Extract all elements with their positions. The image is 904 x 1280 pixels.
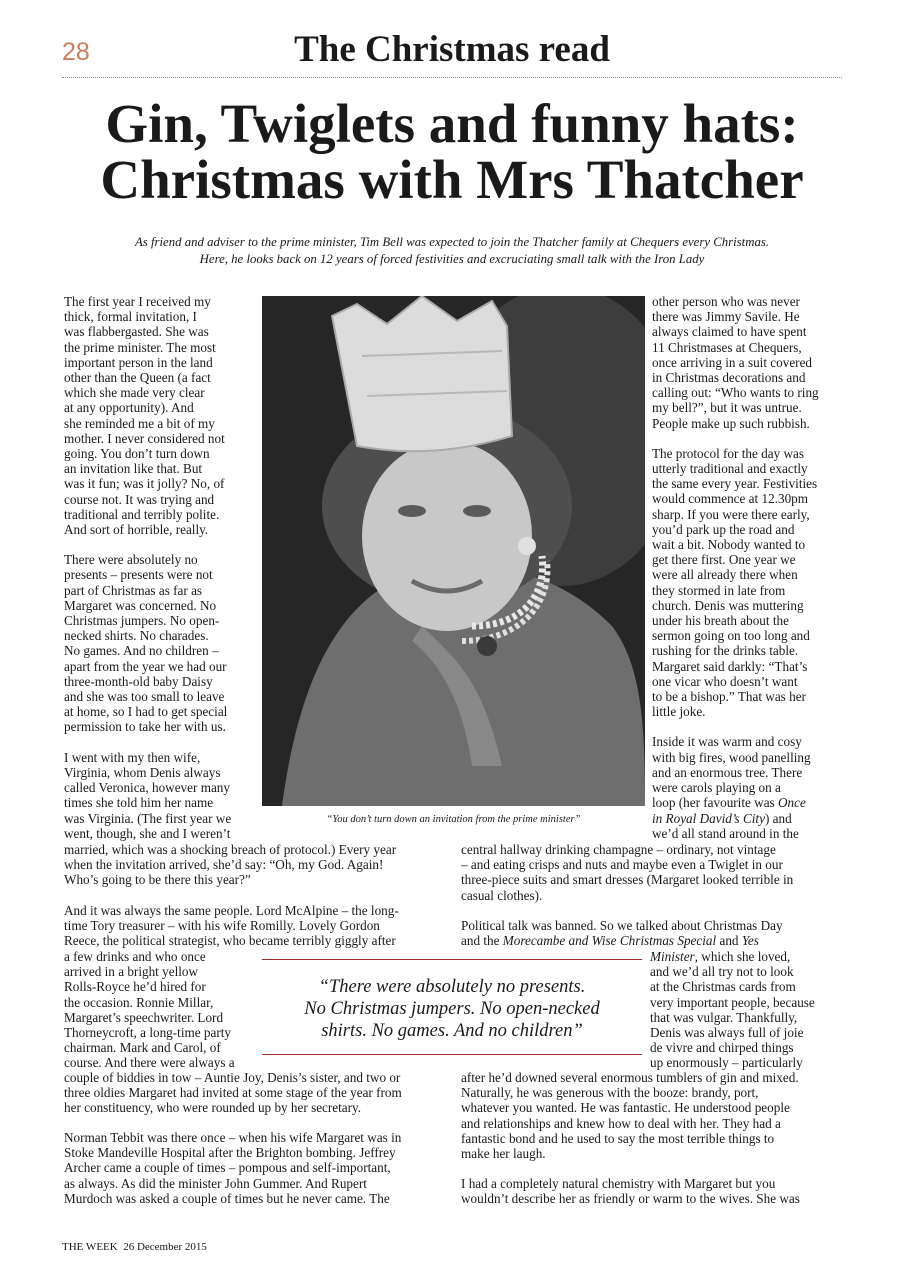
text-line: after he’d downed several enormous tumblers of gin and mixed. [461,1070,799,1085]
text-line: important person in the land [64,354,213,370]
text-line [650,949,850,964]
column-1-wide-a [64,842,449,888]
text-line: Reece, the political strategist, who became terribly giggly after [64,933,396,949]
column-1-top [64,294,259,841]
text-line: would commence at 12.30pm [652,491,809,507]
column-2-wide-b [461,918,851,948]
text-line: Rolls-Royce he’d hired for [64,979,206,995]
text-line: you’d park up the road and [652,521,795,537]
text-line: she reminded me a bit of my [64,415,215,431]
song-title-part: in Royal David’s City [652,810,765,826]
text-line: her constituency, who were rounded up by her secretary. [64,1100,362,1116]
text-line: which she made very clear [64,385,205,401]
text-line: church. Denis was muttering [652,597,804,613]
text-line: Naturally, he was generous with the booze: brandy, port, [461,1085,759,1101]
text-line: at home, so I had to get special [64,704,228,720]
paragraph [64,552,259,734]
text-line: was Virginia. (The first year we [64,810,232,826]
text-line: as always. As did the minister John Gummer. And Rupert [64,1175,367,1191]
text-line: I went with my then wife, [64,749,201,765]
text-line: three oldies Margaret had invited at some stage of the year from [64,1085,402,1101]
text-line: at the Christmas cards from [650,979,796,995]
text-span: and [716,933,742,949]
issue-date: 26 December 2015 [123,1241,207,1253]
footer [62,1241,207,1253]
text-line: traditional and terribly polite. [64,506,220,522]
text-line [652,795,847,810]
text-line: Inside it was warm and cosy [652,734,802,750]
text-line: Political talk was banned. So we talked about Christmas Day [461,918,783,933]
text-line: always claimed to have spent [652,324,807,340]
publication-name: THE WEEK [62,1241,118,1253]
text-line: mother. I never considered not [64,430,225,446]
text-line: we’d all stand around in the [652,825,799,841]
column-1-wide-c [64,1070,449,1116]
tv-show-title: Minister [650,949,695,964]
text-line [461,933,851,948]
text-line: And it was always the same people. Lord McAlpine – the long- [64,903,399,918]
column-2-wide-c [461,1070,851,1161]
text-line: with big fires, wood panelling [652,749,811,765]
column-1-wide-d [64,1130,449,1206]
text-line: married, which was a shocking breach of protocol.) Every year [64,842,397,857]
text-line: other than the Queen (a fact [64,370,211,386]
text-line: Who’s going to be there this year?” [64,872,251,888]
text-line: sermon going on too long and [652,628,810,644]
text-line: and she was too small to leave [64,689,225,705]
column-1-narrow [64,949,259,1071]
text-line: I had a completely natural chemistry with Margaret but you [461,1176,776,1191]
text-line: to be a bishop.” That was her [652,689,806,705]
text-line: Murdoch was asked a couple of times but he never came. The [64,1190,390,1206]
text-line: Margaret said darkly: “That’s [652,658,808,674]
paragraph [652,294,847,431]
text-line: Archer came a couple of times – pompous and self-important, [64,1160,391,1176]
text-line: going. You don’t turn down [64,446,210,462]
text-line: Norman Tebbit was there once – when his wife Margaret was in [64,1130,402,1145]
text-line: casual clothes). [461,887,543,903]
song-title-part: Once [777,795,806,811]
column-3-narrow [650,949,850,1071]
text-line: The first year I received my [64,294,211,309]
text-line: de vivre and chirped things [650,1040,794,1056]
pull-quote-line: shirts. No games. And no children” [321,1021,583,1041]
text-line: at any opportunity). And [64,400,194,416]
section-title: The Christmas read [294,29,610,70]
photo-caption: “You don’t turn down an invitation from the prime minister” [326,814,581,825]
text-line: And sort of horrible, really. [64,522,209,538]
photo-thatcher-paper-hat [262,296,645,806]
text-line: No games. And no children – [64,643,219,659]
text-line: up enormously – particularly [650,1055,803,1071]
text-line: times she told him her name [64,795,214,811]
text-line: and relationships and knew how to deal with her. They had a [461,1115,781,1131]
text-line: course. And there were always a [64,1055,235,1071]
text-line: one vicar who doesn’t want [652,673,798,689]
text-line: central hallway drinking champagne – ordinary, not vintage [461,842,776,857]
text-line: Margaret was concerned. No [64,597,217,613]
text-line: necked shirts. No charades. [64,628,209,644]
text-line: that was vulgar. Thankfully, [650,1009,798,1025]
text-line: whatever you wanted. He was fantastic. He understood people [461,1100,790,1116]
text-line: part of Christmas as far as [64,582,203,598]
text-line: and we’d all try not to look [650,964,794,980]
text-line: very important people, because [650,994,815,1010]
text-line: little joke. [652,704,706,720]
text-line: three-piece suits and smart dresses (Margaret looked terrible in [461,872,794,888]
text-line: fantastic bond and he used to say the most terrible things to [461,1130,775,1146]
paragraph [652,446,847,720]
text-line: course not. It was trying and [64,491,215,507]
headline: Gin, Twiglets and funny hats: Christmas with Mrs Thatcher [100,93,804,210]
pull-quote-line: No Christmas jumpers. No open-necked [304,999,600,1019]
text-line: utterly traditional and exactly [652,461,808,477]
text-line: once arriving in a suit covered [652,354,813,370]
standfirst-line: Here, he looks back on 12 years of forced festivities and excruciating small talk with the Iron Lady [199,252,705,266]
pull-quote-line: “There were absolutely no presents. [318,977,586,997]
text-line: when the invitation arrived, she’d say: “Oh, my God. Again! [64,857,384,873]
text-line: get there first. One year we [652,552,796,568]
text-line: presents – presents were not [64,567,213,583]
text-line: calling out: “Who wants to ring [652,385,819,401]
text-line: arrived in a bright yellow [64,964,199,980]
text-line: a few drinks and who once [64,949,206,964]
column-2-wide-a [461,842,851,903]
text-span: loop (her favourite was [652,795,778,811]
text-line: was flabbergasted. She was [64,324,209,340]
text-line: wouldn’t describe her as friendly or warm to the wives. She was [461,1191,800,1207]
text-line: sharp. If you were there early, [652,506,810,522]
text-line: Stoke Mandeville Hospital after the Brighton bombing. Jeffrey [64,1145,396,1161]
text-line: my bell?”, but it was untrue. [652,400,802,416]
text-line: rushing for the drinks table. [652,643,799,659]
text-line [652,811,847,826]
text-line: permission to take her with us. [64,719,226,735]
text-line: in Christmas decorations and [652,370,806,386]
text-line: was it fun; was it jolly? No, of [64,476,225,492]
paragraph [64,294,259,537]
text-line: the same every year. Festivities [652,476,818,492]
text-line: There were absolutely no [64,552,198,568]
tv-show-title: Morecambe and Wise Christmas Special [502,933,717,949]
text-line: under his breath about the [652,613,789,629]
text-line: there was Jimmy Savile. He [652,309,800,325]
page-number: 28 [62,38,90,66]
paragraph [64,750,259,841]
paragraph [652,734,847,840]
column-3-top [652,294,847,841]
text-line: make her laugh. [461,1146,546,1162]
text-line: and an enormous tree. There [652,764,803,780]
header-divider [62,77,842,78]
text-line: thick, formal invitation, I [64,309,197,325]
text-line: called Veronica, however many [64,780,230,796]
text-line: other person who was never [652,294,800,309]
text-line: the prime minister. The most [64,339,216,355]
text-line: apart from the year we had our [64,658,227,674]
text-line: Christmas jumpers. No open- [64,613,220,629]
text-span: , which she loved, [694,949,791,964]
text-line: were all already there when [652,567,798,583]
text-line: People make up such rubbish. [652,415,810,431]
column-2-wide-d [461,1176,851,1206]
text-span: and the [461,933,503,949]
text-line: the occasion. Ronnie Millar, [64,994,214,1010]
text-line: were carols playing on a [652,780,781,796]
text-line: an invitation like that. But [64,461,203,477]
text-line: wait a bit. Nobody wanted to [652,537,806,553]
text-line: time Tory treasurer – with his wife Romilly. Lovely Gordon [64,918,380,934]
text-span: ) and [764,810,792,826]
text-line: Thorneycroft, a long-time party [64,1025,231,1041]
text-line: went, though, she and I weren’t [64,825,231,841]
text-line: Virginia, whom Denis always [64,764,221,780]
text-line: chairman. Mark and Carol, of [64,1040,221,1056]
text-line: – and eating crisps and nuts and maybe even a Twiglet in our [461,857,783,873]
text-line: 11 Christmases at Chequers, [652,339,802,355]
text-line: three-month-old baby Daisy [64,673,213,689]
tv-show-title: Yes [741,933,759,949]
text-line: The protocol for the day was [652,445,804,461]
standfirst-line: As friend and adviser to the prime minister, Tim Bell was expected to join the Thatcher family at Chequers every Christmas. [134,235,770,249]
text-line: Denis was always full of joie [650,1025,804,1041]
pull-quote [262,959,642,1055]
text-line: Margaret’s speechwriter. Lord [64,1009,224,1025]
text-line: couple of biddies in tow – Auntie Joy, Denis’s sister, and two or [64,1070,401,1085]
column-1-wide-b [64,903,449,949]
standfirst [62,234,842,268]
photo-illustration [262,296,645,806]
text-line: they stormed in late from [652,582,786,598]
